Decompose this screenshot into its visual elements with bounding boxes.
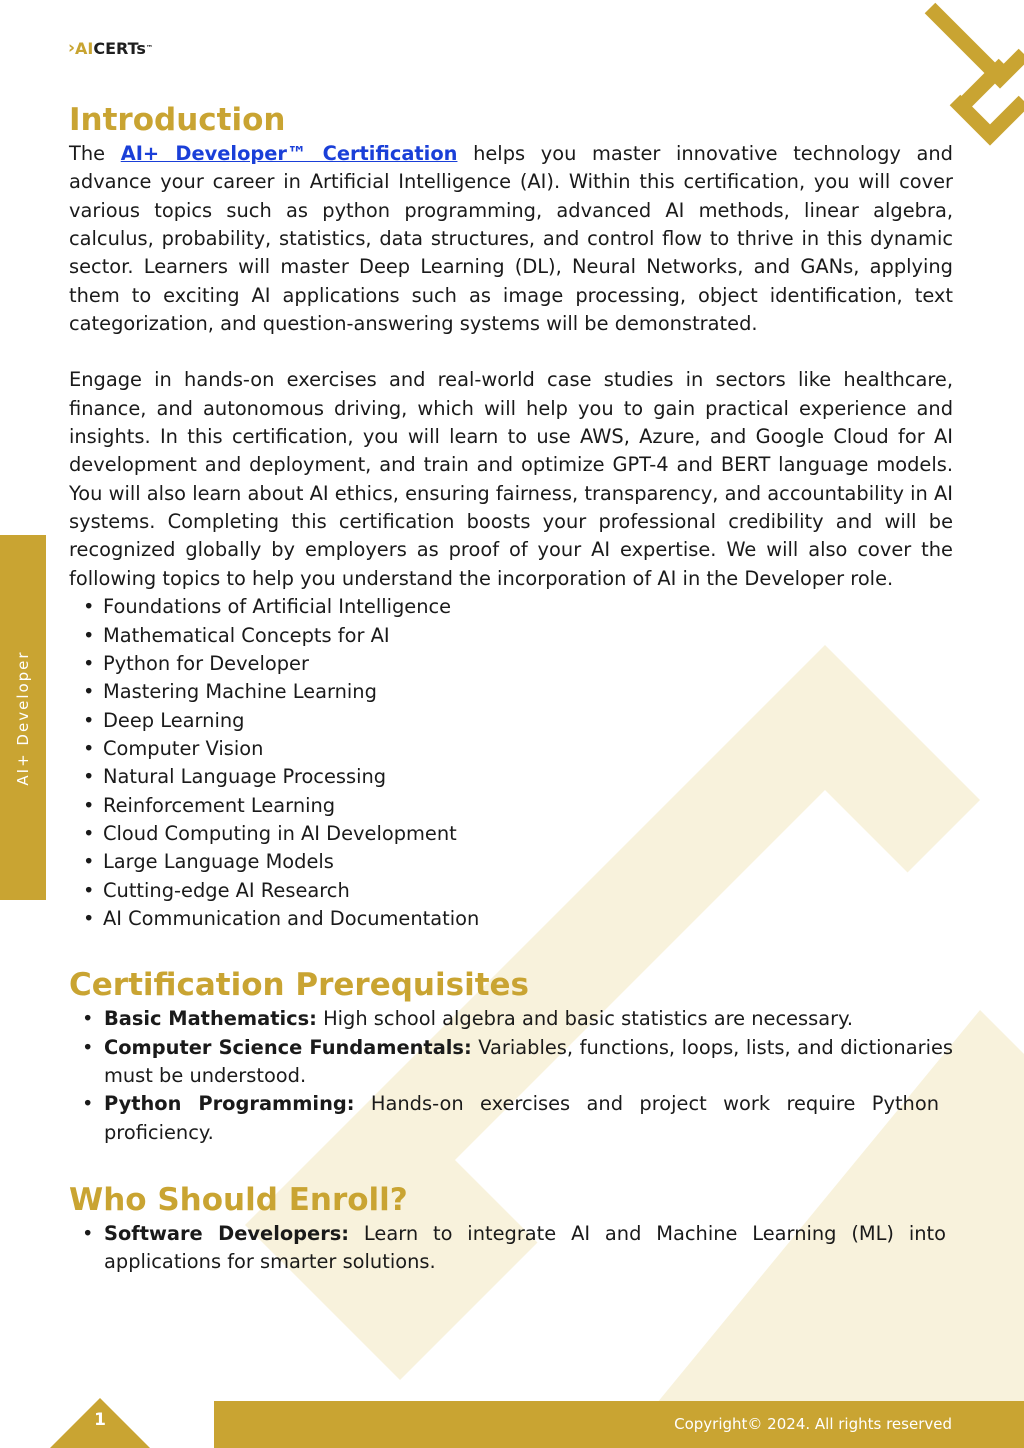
logo-certs-text: CERTs [93, 38, 146, 58]
footer-bar [214, 1401, 1024, 1448]
page-number: 1 [94, 1410, 106, 1430]
intro-text-after: helps you master innovative technology and advance your career in Artificial Intelligence (AI). Within this certification, you will cover various topics such as python programming, advanced AI methods, linear algebra, calculus, probability, statistics, data structures, and control flow to thrive in this dynamic sector. Learners will master Deep Learning (DL), Neural Networks, and GANs, applying them to exciting AI applications such as image processing, object identification, text categorization, and question-answering systems will be demonstrated. [69, 142, 953, 336]
list-item: • Python for Developer [69, 650, 953, 678]
list-item: • Reinforcement Learning [69, 792, 953, 820]
intro-paragraph-2: Engage in hands-on exercises and real-world case studies in sectors like healthcare, finance, and autonomous driving, which will help you to gain practical experience and insights. In this certification, you will learn to use AWS, Azure, and Google Cloud for AI development and deployment, and train and optimize GPT-4 and BERT language models. You will also learn about AI ethics, ensuring fairness, transparency, and accountability in AI systems. Completing this certification boosts your professional credibility and will be recognized globally by employers as proof of your AI expertise. We will also cover the following topics to help you understand the incorporation of AI in the Developer role. [69, 368, 953, 590]
list-item: • Computer Vision [69, 735, 953, 763]
page-number-badge [50, 1398, 150, 1448]
list-item: • Deep Learning [69, 707, 953, 735]
list-item [69, 1220, 953, 1277]
list-item: • Foundations of Artificial Intelligence [69, 593, 953, 621]
prereq-label: Computer Science Fundamentals: [104, 1035, 472, 1059]
logo-trademark: ™ [145, 44, 153, 52]
topics-list [69, 593, 953, 933]
side-tab [0, 535, 46, 900]
copyright-text: Copyright© 2024. All rights reserved [674, 1415, 952, 1433]
main-content [69, 100, 953, 1277]
prereq-text: Variables, functions, loops, lists, and dictionaries must be understood. [104, 1035, 953, 1087]
list-item [69, 1090, 953, 1147]
list-item: • AI Communication and Documentation [69, 905, 953, 933]
intro-paragraph-1 [69, 140, 953, 338]
list-item: • Cutting-edge AI Research [69, 877, 953, 905]
list-item: • Large Language Models [69, 848, 953, 876]
prereq-label: Python Programming: [104, 1092, 355, 1116]
prereq-list [69, 1005, 953, 1147]
logo-mark-icon: › [68, 38, 75, 58]
prereq-heading: Certification Prerequisites [69, 967, 529, 1004]
enroll-label: Software Developers: [104, 1222, 350, 1245]
list-item: • Mathematical Concepts for AI [69, 622, 953, 650]
certification-link[interactable]: AI+ Developer™ Certification [120, 142, 458, 165]
list-item [69, 1005, 953, 1033]
list-item: • Natural Language Processing [69, 763, 953, 791]
side-tab-label: AI+ Developer [14, 649, 32, 786]
list-item: • Mastering Machine Learning [69, 678, 953, 706]
intro-heading: Introduction [69, 102, 286, 138]
enroll-heading: Who Should Enroll? [69, 1182, 408, 1218]
prereq-text: Hands-on exercises and project work require Python proficiency. [104, 1092, 939, 1144]
intro-text-before: The [69, 142, 121, 165]
enroll-text: Learn to integrate AI and Machine Learning (ML) into applications for smarter solutions. [104, 1222, 946, 1274]
list-item: • Cloud Computing in AI Development [69, 820, 953, 848]
aicerts-logo [68, 38, 153, 58]
list-item [69, 1034, 953, 1091]
prereq-text: High school algebra and basic statistics are necessary. [316, 1007, 853, 1031]
logo-ai-text: AI [75, 38, 94, 58]
enroll-list [69, 1220, 953, 1277]
prereq-label: Basic Mathematics: [104, 1007, 317, 1031]
